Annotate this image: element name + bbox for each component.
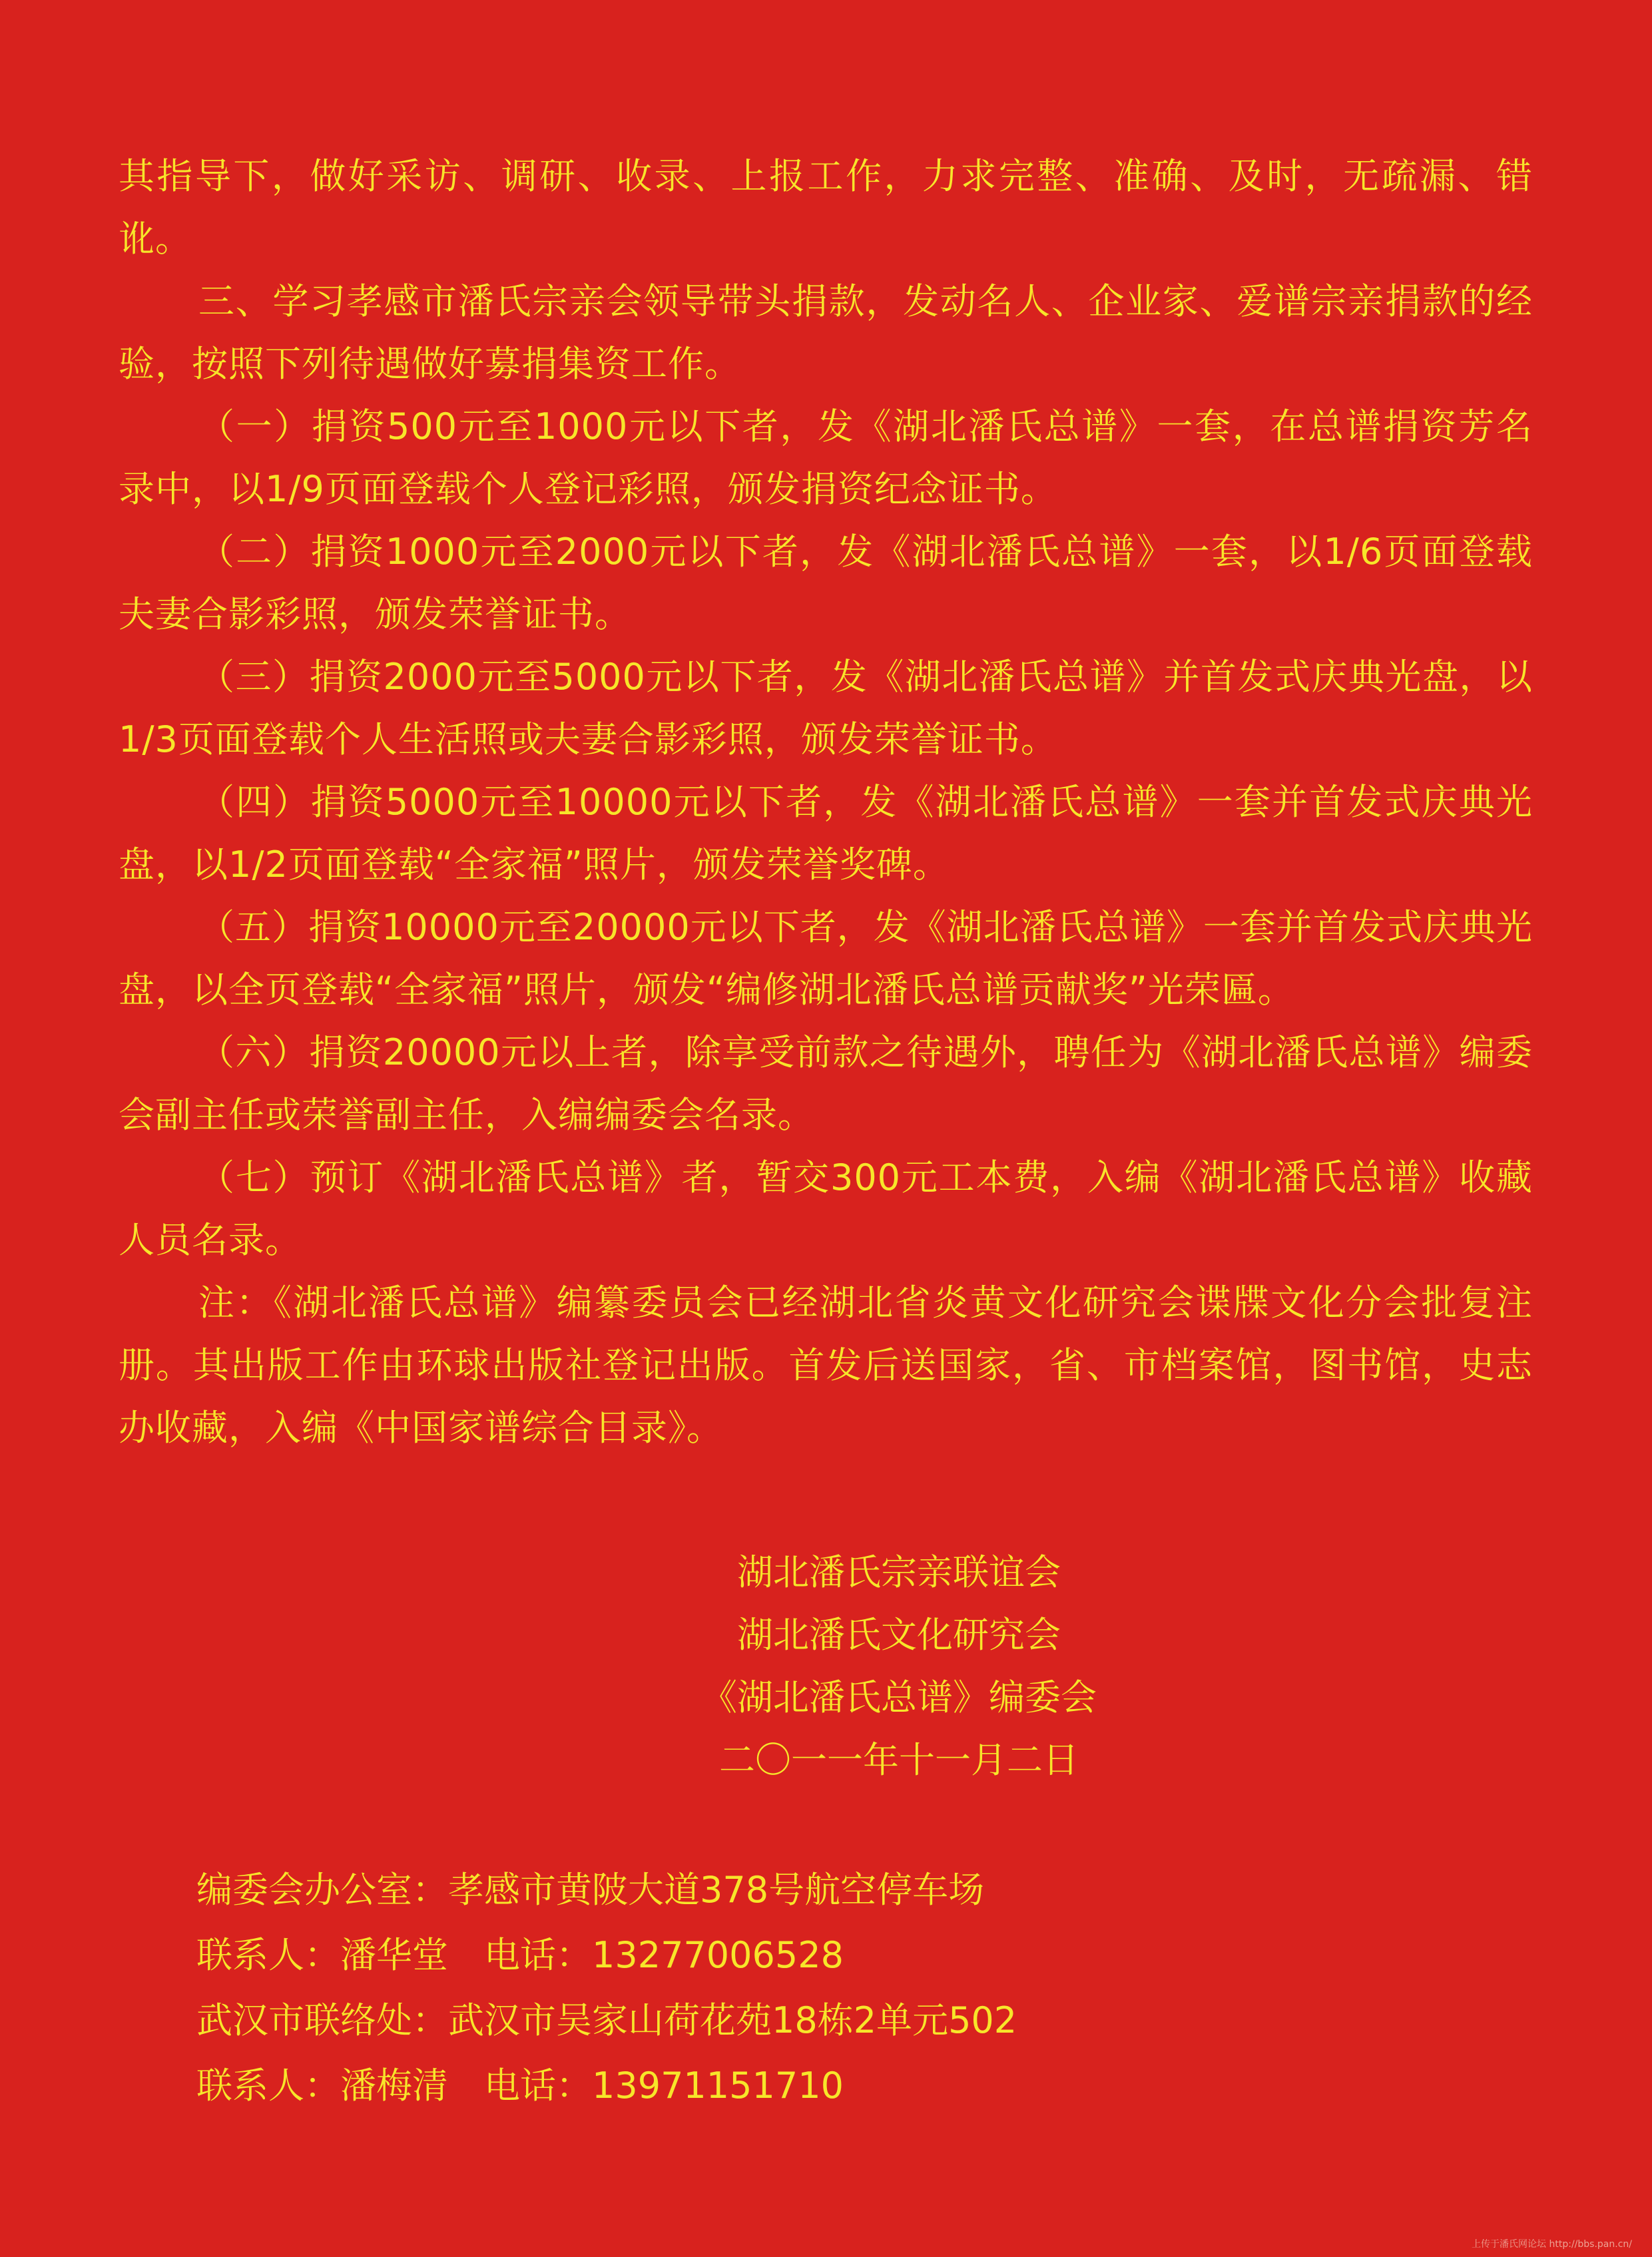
signature-org-2: 湖北潘氏文化研究会 [737,1614,1061,1656]
paragraph-donation-tier-3: （三）捐资2000元至5000元以下者，发《湖北潘氏总谱》并首发式庆典光盘，以1/3页面登载个人生活照或夫妻合影彩照，颁发荣誉证书。 [119,656,1533,760]
paragraph-donation-tier-2: （二）捐资1000元至2000元以下者，发《湖北潘氏总谱》一套，以1/6页面登载夫妻合影彩照，颁发荣誉证书。 [119,531,1533,635]
signature-block [692,1541,1105,1792]
paragraph-preorder: （七）预订《湖北潘氏总谱》者，暂交300元工本费，入编《湖北潘氏总谱》收藏人员名录。 [119,1156,1533,1261]
contact-person-2: 联系人：潘梅清 电话：13971151710 [196,2065,844,2107]
contact-block [196,1858,1017,2119]
document-body [119,145,1533,1459]
wuhan-office-address: 武汉市联络处：武汉市吴家山荷花苑18栋2单元502 [196,1999,1017,2041]
paragraph-donation-tier-5: （五）捐资10000元至20000元以下者，发《湖北潘氏总谱》一套并首发式庆典光盘，以全页登载“全家福”照片，颁发“编修湖北潘氏总谱贡献奖”光荣匾。 [119,906,1533,1011]
signature-date: 二〇一一年十一月二日 [719,1739,1079,1781]
contact-person-1: 联系人：潘华堂 电话：13277006528 [196,1934,844,1976]
paragraph-donation-tier-4: （四）捐资5000元至10000元以下者，发《湖北潘氏总谱》一套并首发式庆典光盘，以1/2页面登载“全家福”照片，颁发荣誉奖碑。 [119,781,1533,885]
paragraph-donation-tier-6: （六）捐资20000元以上者，除享受前款之待遇外，聘任为《湖北潘氏总谱》编委会副主任或荣誉副主任，入编编委会名录。 [119,1031,1533,1136]
office-address: 编委会办公室：孝感市黄陂大道378号航空停车场 [196,1869,985,1911]
paragraph-continuation: 其指导下，做好采访、调研、收录、上报工作，力求完整、准确、及时，无疏漏、错讹。 [119,155,1533,260]
paragraph-note: 注：《湖北潘氏总谱》编纂委员会已经湖北省炎黄文化研究会谍牒文化分会批复注册。其出版工作由环球出版社登记出版。首发后送国家，省、市档案馆，图书馆，史志办收藏，入编《中国家谱综合目录》。 [119,1282,1533,1449]
signature-org-3: 《湖北潘氏总谱》编委会 [701,1676,1097,1718]
paragraph-donation-tier-1: （一）捐资500元至1000元以下者，发《湖北潘氏总谱》一套，在总谱捐资芳名录中，以1/9页面登载个人登记彩照，颁发捐资纪念证书。 [119,405,1533,510]
watermark-text: 上传于潘氏网论坛 http://bbs.pan.cn/ [1472,2239,1632,2250]
paragraph-item-three: 三、学习孝感市潘氏宗亲会领导带头捐款，发动名人、企业家、爱谱宗亲捐款的经验，按照下列待遇做好募捐集资工作。 [119,280,1533,385]
signature-org-1: 湖北潘氏宗亲联谊会 [737,1551,1061,1593]
